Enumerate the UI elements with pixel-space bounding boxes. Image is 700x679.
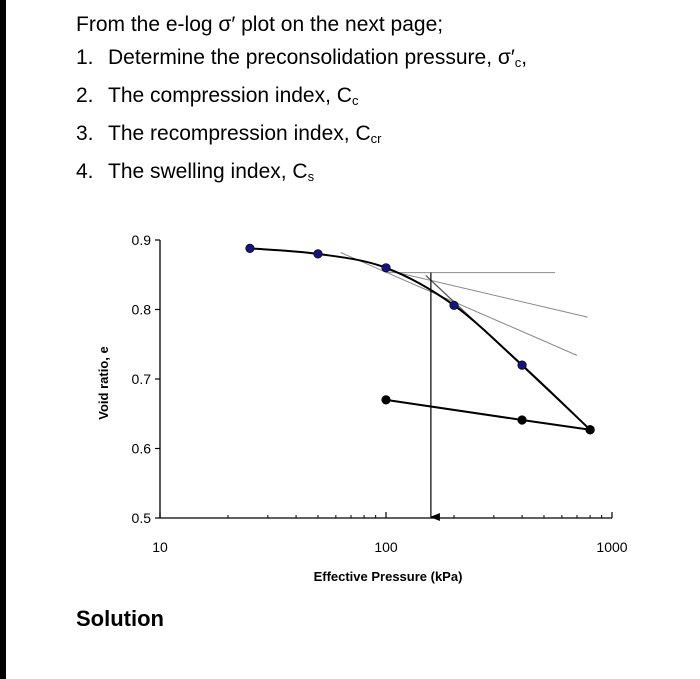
- question-item-2: 2. The compression index, $C_c$: [76, 84, 359, 108]
- question-intro: From the e-log σ′ plot on the next page;: [76, 13, 444, 36]
- data-point-loading: [246, 244, 255, 253]
- question-item-1: 1. Determine the preconsolidation pressure, $\sigma'_c$,: [76, 46, 528, 70]
- y-tick-label: 0.7: [131, 371, 151, 387]
- data-point-unloading: [382, 396, 391, 405]
- data-point-loading: [450, 301, 459, 310]
- x-axis-label: Effective Pressure (kPa): [313, 569, 463, 584]
- x-tick-label: 10: [152, 539, 168, 555]
- y-tick-label: 0.6: [131, 440, 151, 457]
- question-item-4: 4. The swelling index, $C_s$: [76, 160, 315, 184]
- data-point-unloading: [518, 416, 527, 425]
- x-tick-label: 100: [374, 539, 398, 555]
- construction-line-tangent-at-max-curvature: [386, 270, 588, 317]
- y-axis-label: Void ratio, e: [96, 346, 111, 420]
- data-point-loading: [382, 264, 391, 273]
- y-tick-label: 0.9: [131, 232, 151, 248]
- x-tick-label: 1000: [596, 539, 628, 555]
- data-point-loading: [518, 361, 527, 370]
- data-point-unloading: [586, 425, 595, 434]
- question-item-3: 3. The recompression index, $C_{cr}$: [76, 122, 382, 146]
- solution-heading: Solution: [76, 606, 164, 631]
- series-line-unloading: [386, 400, 590, 430]
- y-tick-label: 0.8: [131, 301, 151, 318]
- data-point-loading: [314, 250, 323, 259]
- construction-line-bisector: [341, 253, 577, 356]
- y-tick-label: 0.5: [131, 510, 151, 526]
